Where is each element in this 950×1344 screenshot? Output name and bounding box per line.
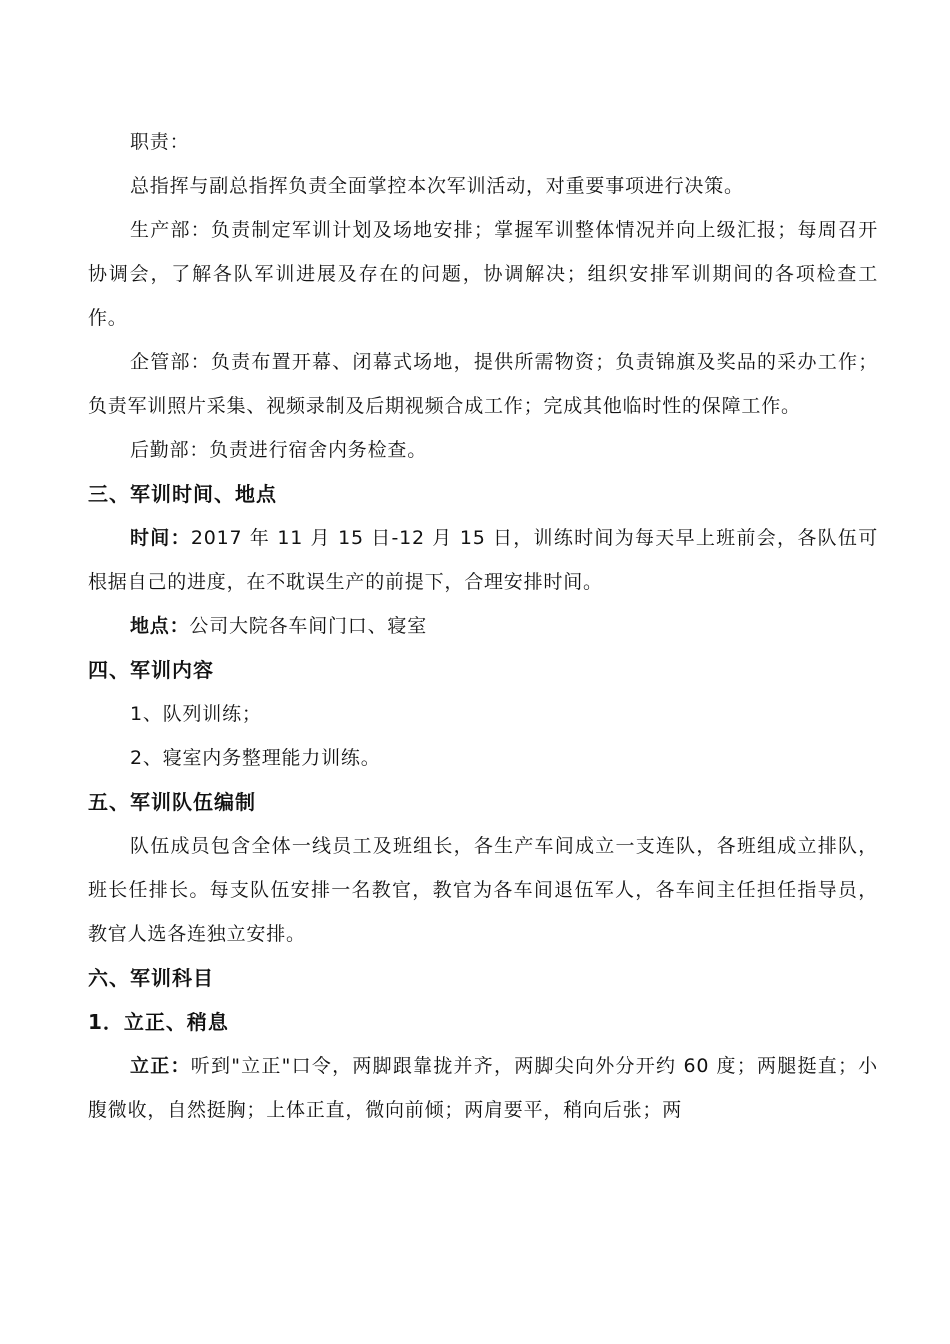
duty-leader-paragraph: 总指挥与副总指挥负责全面掌控本次军训活动，对重要事项进行决策。 xyxy=(130,175,744,197)
section3-heading: 三、军训时间、地点 xyxy=(88,482,277,506)
attention-label: 立正： xyxy=(130,1055,191,1077)
section5-heading: 五、军训队伍编制 xyxy=(88,790,256,814)
time-label: 时间： xyxy=(130,527,191,549)
content-item-1: 1、队列训练； xyxy=(130,703,262,725)
duty-production-paragraph: 生产部：负责制定军训计划及场地安排；掌握军训整体情况并向上级汇报；每周召开协调会，了解各队军训进展及存在的问题，协调解决；组织安排军训期间的各项检查工作。 xyxy=(88,219,878,329)
team-paragraph: 队伍成员包含全体一线员工及班组长，各生产车间成立一支连队，各班组成立排队，班长任排长。每支队伍安排一名教官，教官为各车间退伍军人，各车间主任担任指导员，教官人选各连独立安排。 xyxy=(88,835,878,945)
duty-enterprise-paragraph: 企管部：负责布置开幕、闭幕式场地，提供所需物资；负责锦旗及奖品的采办工作；负责军训照片采集、视频录制及后期视频合成工作；完成其他临时性的保障工作。 xyxy=(88,351,878,417)
section4-heading: 四、军训内容 xyxy=(88,658,214,682)
content-item-2: 2、寝室内务整理能力训练。 xyxy=(130,747,381,769)
time-text: 2017 年 11 月 15 日-12 月 15 日，训练时间为每天早上班前会，各队伍可根据自己的进度，在不耽误生产的前提下，合理安排时间。 xyxy=(88,527,878,593)
document-body xyxy=(88,120,878,1132)
subject1-heading: 1．立正、稍息 xyxy=(88,1010,229,1034)
duty-logistics-paragraph: 后勤部：负责进行宿舍内务检查。 xyxy=(130,439,428,461)
place-label: 地点： xyxy=(130,615,190,637)
time-paragraph xyxy=(88,516,878,604)
duty-title: 职责： xyxy=(130,131,190,153)
attention-text: 听到"立正"口令，两脚跟靠拢并齐，两脚尖向外分开约 60 度；两腿挺直；小腹微收，自然挺胸；上体正直，微向前倾；两肩要平，稍向后张；两 xyxy=(88,1055,878,1121)
place-paragraph xyxy=(88,604,878,648)
attention-paragraph xyxy=(88,1044,878,1132)
place-text: 公司大院各车间门口、寝室 xyxy=(189,615,428,637)
section6-heading: 六、军训科目 xyxy=(88,966,214,990)
